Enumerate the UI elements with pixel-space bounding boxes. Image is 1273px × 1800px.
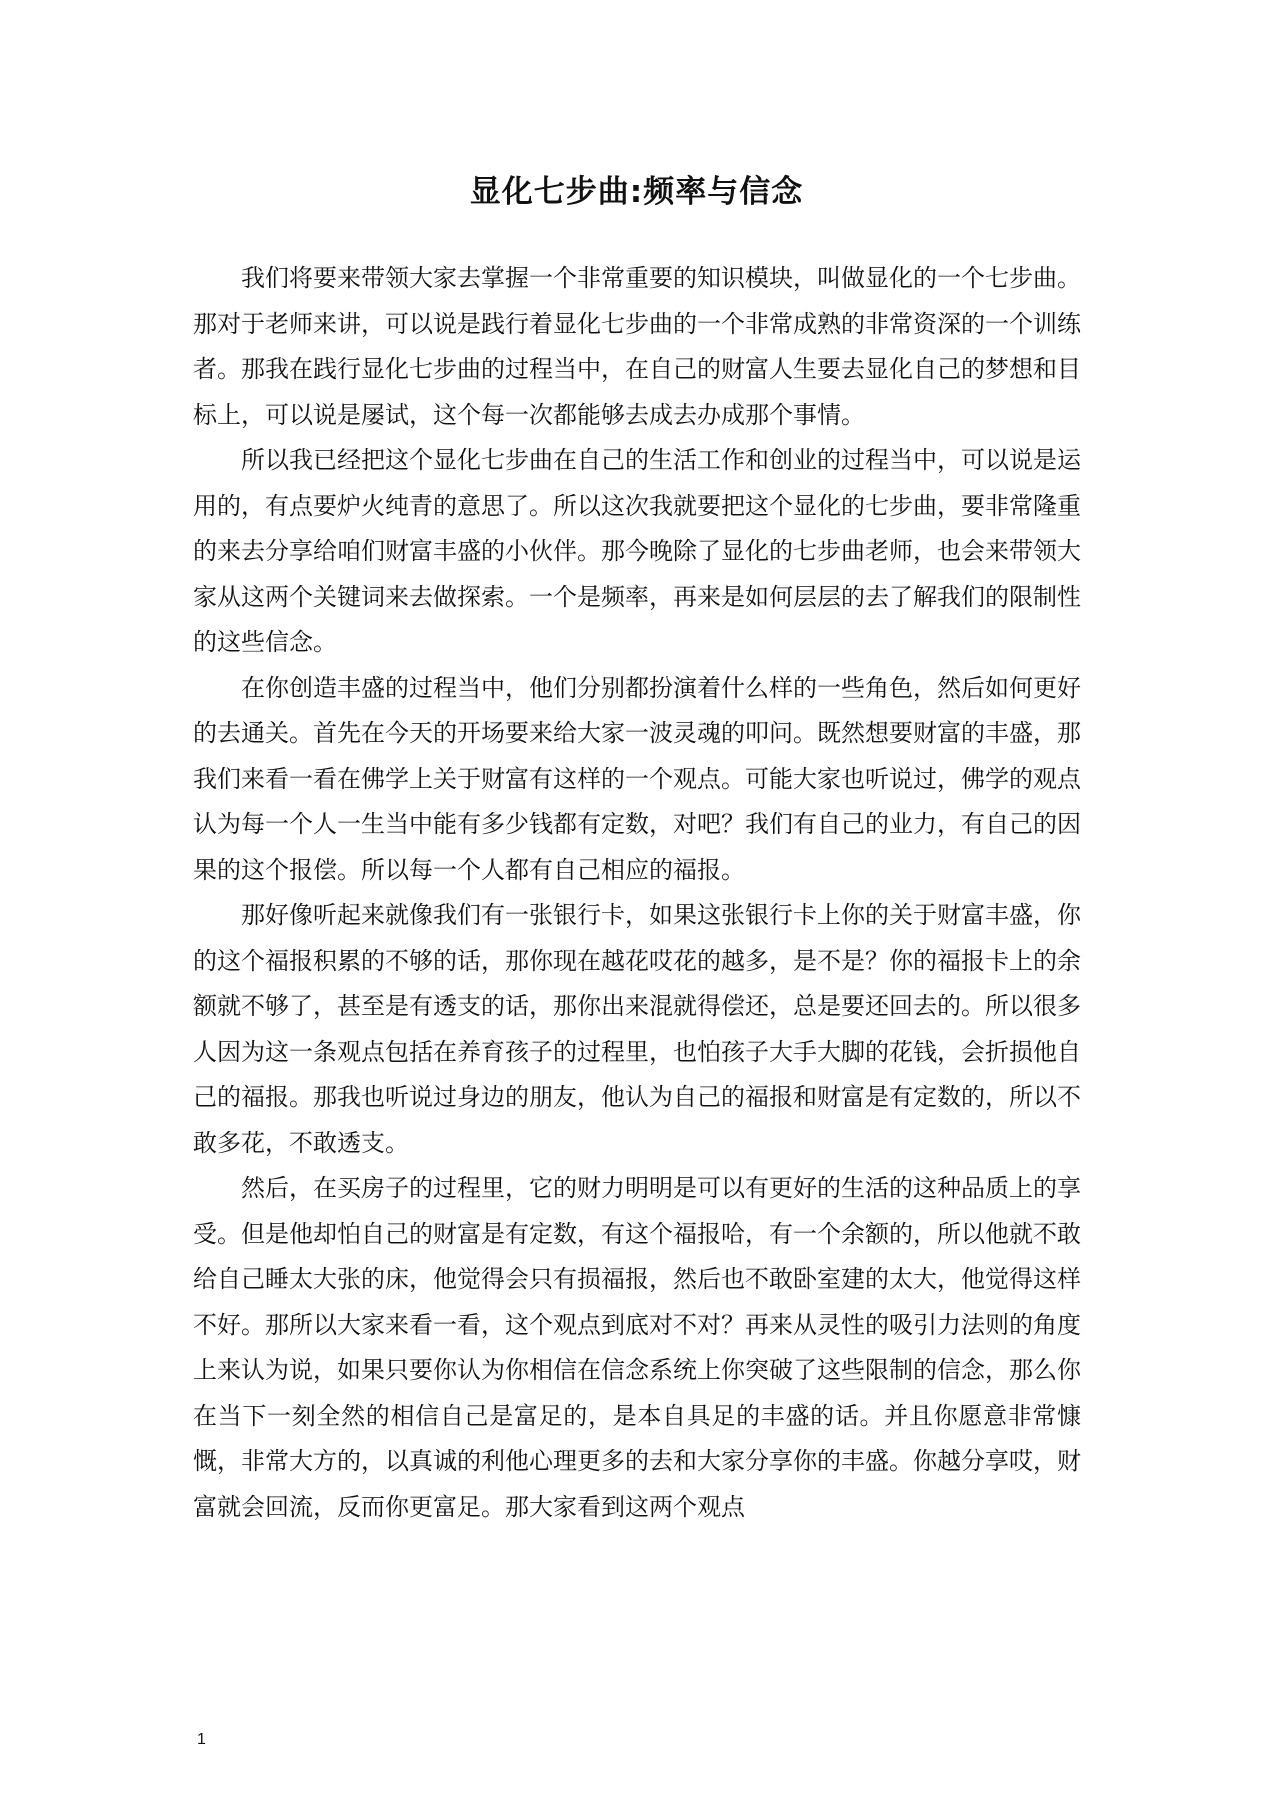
page-number: 1 — [197, 1731, 206, 1748]
paragraph: 然后，在买房子的过程里，它的财力明明是可以有更好的生活的这种品质上的享受。但是他却怕自己的财富是有定数，有这个福报哈，有一个余额的，所以他就不敢给自己睡太大张的床，他觉得会只有损福报，然后也不敢卧室建的太大，他觉得这样不好。那所以大家来看一看，这个观点到底对不对？再来从灵性的吸引力法则的角度上来认为说，如果只要你认为你相信在信念系统上你突破了这些限制的信念，那么你在当下一刻全然的相信自己是富足的，是本自具足的丰盛的话。并且你愿意非常慷慨，非常大方的，以真诚的利他心理更多的去和大家分享你的丰盛。你越分享哎，财富就会回流，反而你更富足。那大家看到这两个观点 — [193, 1174, 1081, 1521]
paragraph: 所以我已经把这个显化七步曲在自己的生活工作和创业的过程当中，可以说是运用的，有点要炉火纯青的意思了。所以这次我就要把这个显化的七步曲，要非常隆重的来去分享给咱们财富丰盛的小伙伴。那今晚除了显化的七步曲老师，也会来带领大家从这两个关键词来去做探索。一个是频率，再来是如何层层的去了解我们的限制性的这些信念。 — [193, 446, 1081, 656]
document-body — [193, 256, 1081, 1530]
document-title: 显化七步曲:频率与信念 — [469, 174, 804, 210]
paragraph: 在你创造丰盛的过程当中，他们分别都扮演着什么样的一些角色，然后如何更好的去通关。首先在今天的开场要来给大家一波灵魂的叩问。既然想要财富的丰盛，那我们来看一看在佛学上关于财富有这样的一个观点。可能大家也听说过，佛学的观点认为每一个人一生当中能有多少钱都有定数，对吧？我们有自己的业力，有自己的因果的这个报偿。所以每一个人都有自己相应的福报。 — [193, 673, 1081, 884]
paragraph: 我们将要来带领大家去掌握一个非常重要的知识模块，叫做显化的一个七步曲。那对于老师来讲，可以说是践行着显化七步曲的一个非常成熟的非常资深的一个训练者。那我在践行显化七步曲的过程当中，在自己的财富人生要去显化自己的梦想和目标上，可以说是屡试，这个每一次都能够去成去办成那个事情。 — [193, 264, 1081, 429]
paragraph: 那好像听起来就像我们有一张银行卡，如果这张银行卡上你的关于财富丰盛，你的这个福报积累的不够的话，那你现在越花哎花的越多，是不是？你的福报卡上的余额就不够了，甚至是有透支的话，那你出来混就得偿还，总是要还回去的。所以很多人因为这一条观点包括在养育孩子的过程里，也怕孩子大手大脚的花钱，会折损他自己的福报。那我也听说过身边的朋友，他认为自己的福报和财富是有定数的，所以不敢多花，不敢透支。 — [193, 901, 1081, 1157]
